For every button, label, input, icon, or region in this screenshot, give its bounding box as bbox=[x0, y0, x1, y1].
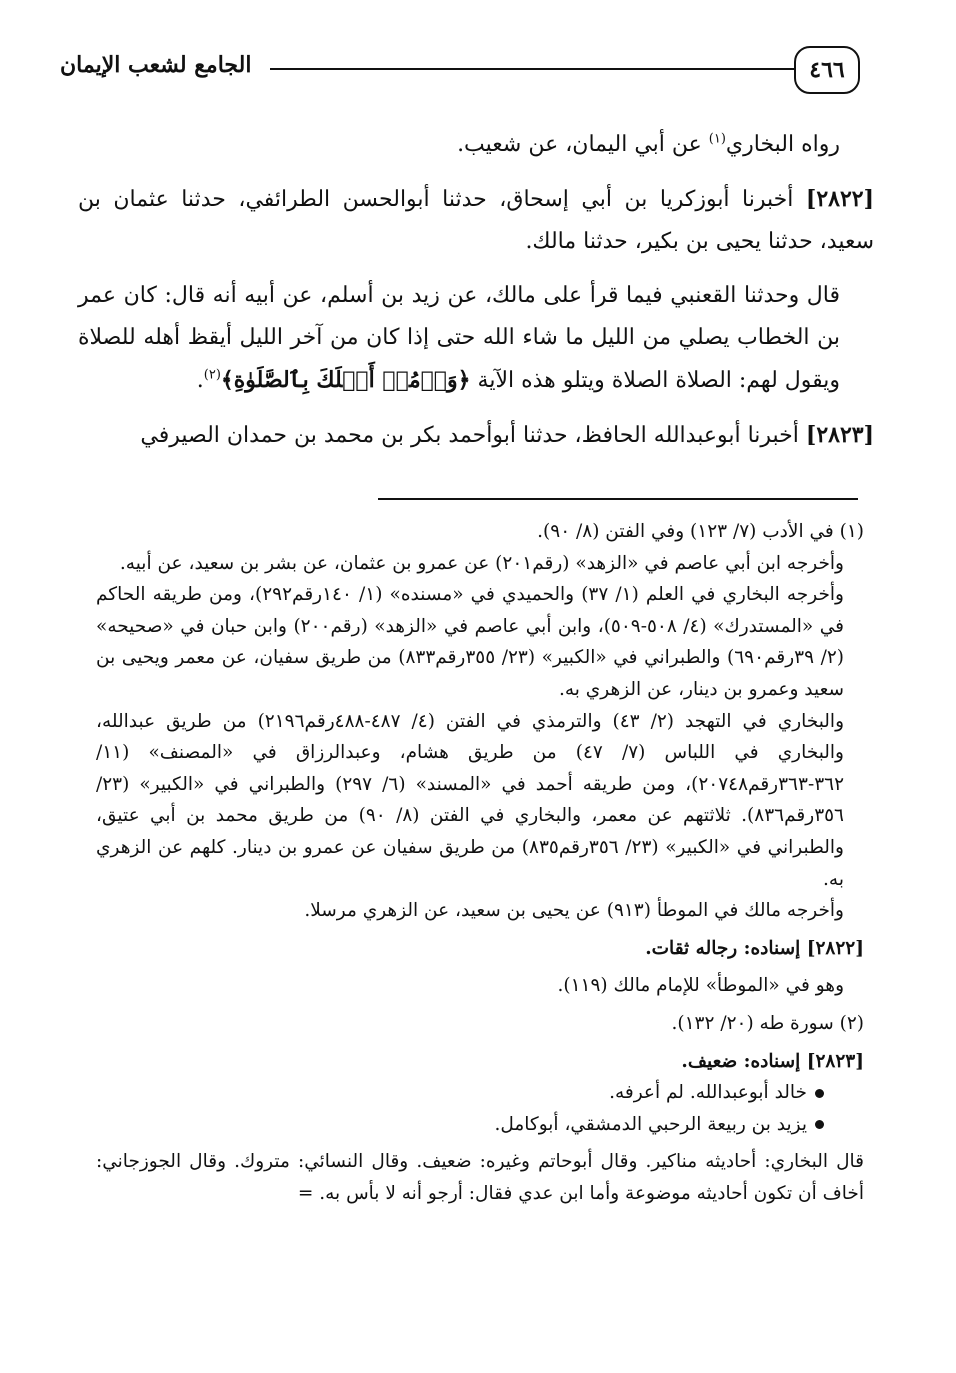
bullet-icon bbox=[815, 1089, 824, 1098]
footnote-1-muwatta: وهو في «الموطأ» للإمام مالك (١١٩). bbox=[557, 975, 844, 997]
bullet-text: يزيد بن ربيعة الرحبي الدمشقي، أبوكامل. bbox=[494, 1113, 807, 1135]
isnad-2822 bbox=[96, 933, 864, 965]
footnote-1-takhrij-d: وأخرجه مالك في الموطأ (٩١٣) عن يحيى بن سعيد، عن الزهري مرسلا. bbox=[304, 900, 844, 922]
paragraph-qanabi bbox=[78, 275, 874, 402]
narrator-critique: قال البخاري: أحاديثه مناكير. وقال أبوحاتم وغيره: ضعيف. وقال النسائي: متروك. وقال الجوزجاني: أخاف أن تكون أحاديثه موضوعة وأما ابن عدي فقال: أرجو أنه لا بأس به. = bbox=[96, 1151, 864, 1204]
bullet-icon bbox=[815, 1120, 824, 1129]
narrator-bullet-1 bbox=[96, 1077, 864, 1109]
footnote-ref-1[interactable]: (١) bbox=[708, 131, 726, 147]
text: . bbox=[196, 368, 204, 393]
footnote-ref-2[interactable]: (٢) bbox=[203, 367, 221, 383]
isnad-2823 bbox=[96, 1046, 864, 1078]
paragraph-riwayah bbox=[78, 124, 874, 166]
footnote-1-takhrij-a: وأخرجه ابن أبي عاصم في «الزهد» (رقم٢٠١) عن عمرو بن عثمان، عن بشر بن سعيد، عن أبيه. bbox=[119, 552, 844, 574]
isnad-verdict: إسناده: رجاله ثقات. bbox=[645, 937, 807, 959]
footnote-1: (١) في الأدب (٧/ ١٢٣) وفي الفتن (٨/ ٩٠). bbox=[537, 521, 864, 542]
narrator-bullet-2 bbox=[96, 1109, 864, 1141]
isnad-verdict: إسناده: ضعيف. bbox=[681, 1050, 807, 1072]
page-number: ٤٦٦ bbox=[794, 46, 860, 94]
hadith-2823 bbox=[78, 414, 874, 457]
quran-verse: ﴿وَأۡمُرۡ أَهۡلَكَ بِٱلصَّلَوٰةِ﴾ bbox=[220, 367, 471, 393]
bullet-text: خالد أبوعبدالله. لم أعرفه. bbox=[609, 1082, 807, 1104]
book-title: الجامع لشعب الإيمان bbox=[60, 52, 252, 78]
footnote-2: (٢) سورة طه (٢٠/ ١٣٢). bbox=[671, 1012, 864, 1034]
footnote-1-takhrij-c: والبخاري في التهجد (٢/ ٤٣) والترمذي في الفتن (٤/ ٤٨٧-٤٨٨رقم٢١٩٦) من طريق عبدالله، والبخاري في اللباس (٧/ ٤٧) من طريق هشام، وعبدالرزاق في «المصنف» (١١/ ٣٦٢-٣٦٣رقم٢٠٧٤٨)، ومن طريقه أحمد في «المسند» (٦/ ٢٩٧) والطبراني في «الكبير» (٢٣/ ٣٥٦رقم٨٣٦). ثلاثتهم عن معمر، والبخاري في الفتن (٨/ ٩٠) من طريق محمد بن أبي عتيق، والطبراني في «الكبير» (٢٣/ ٣٥٦رقم٨٣٥) من طريق سفيان عن عمرو بن دينار. كلهم عن الزهري به. bbox=[96, 710, 845, 890]
hadith-2822 bbox=[78, 178, 874, 263]
footnotes bbox=[96, 516, 864, 1209]
page-header bbox=[60, 44, 860, 100]
text: عن أبي اليمان، عن شعيب. bbox=[457, 132, 709, 157]
footnote-1-takhrij-b: وأخرجه البخاري في العلم (١/ ٣٧) والحميدي في «مسنده» (١/ ١٤٠رقم٢٩٢)، ومن طريقه الحاكم في «المستدرك» (٤/ ٥٠٨-٥٠٩)، وابن أبي عاصم في «الزهد» (رقم٢٠٠) وابن حبان في «صحيحه» (٢/ ٣٩رقم٦٩٠) والطبراني في «الكبير» (٢٣/ ٣٥٥رقم٨٣٣) من طريق سفيان، عن معمر ويحيى بن سعيد وعمرو بن دينار، عن الزهري به. bbox=[96, 584, 844, 700]
footnote-separator bbox=[378, 498, 858, 500]
hadith-number: [٢٨٢٣] bbox=[806, 1050, 864, 1072]
text: رواه البخاري bbox=[725, 132, 840, 157]
hadith-text: أخبرنا أبوزكريا بن أبي إسحاق، حدثنا أبوالحسن الطرائفي، حدثنا عثمان بن سعيد، حدثنا يحيى بن بكير، حدثنا مالك. bbox=[78, 187, 874, 254]
main-text bbox=[78, 124, 874, 469]
text: قال وحدثنا القعنبي فيما قرأ على مالك، عن زيد بن أسلم، عن أبيه أنه قال: كان عمر بن الخطاب يصلي من الليل ما شاء الله حتى إذا كان من آخر الليل أيقظ أهله للصلاة ويقول لهم: الصلاة الصلاة ويتلو هذه الآية bbox=[78, 283, 840, 393]
header-rule bbox=[270, 68, 794, 70]
hadith-number: [٢٨٢٣] bbox=[805, 422, 874, 448]
hadith-number: [٢٨٢٢] bbox=[805, 186, 874, 212]
hadith-text: أخبرنا أبوعبدالله الحافظ، حدثنا أبوأحمد بكر بن محمد بن حمدان الصيرفي bbox=[140, 423, 806, 448]
hadith-number: [٢٨٢٢] bbox=[806, 937, 864, 959]
